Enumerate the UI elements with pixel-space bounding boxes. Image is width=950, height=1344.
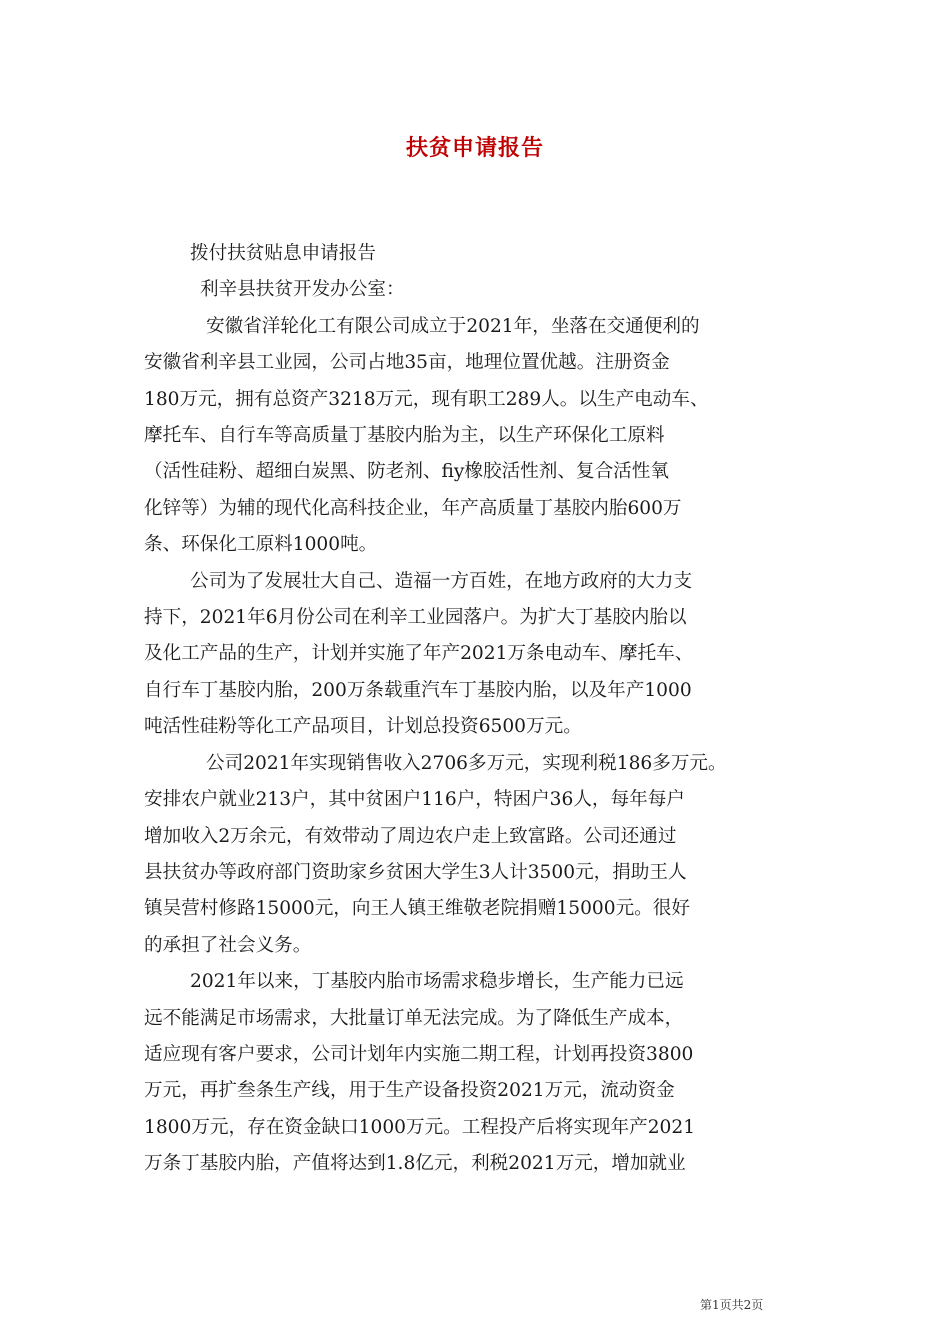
text-line: 2021年以来，丁基胶内胎市场需求稳步增长，生产能力已远: [190, 971, 684, 993]
greeting-line: 利辛县扶贫开发办公室：: [200, 279, 405, 301]
text-line: 安徽省利辛县工业园，公司占地35亩，地理位置优越。注册资金: [144, 352, 670, 374]
paragraph-2: [144, 564, 814, 746]
text-line: 增加收入2万余元，有效带动了周边农户走上致富路。公司还通过: [144, 825, 677, 847]
text-line: 1800万元，存在资金缺口1000万元。工程投产后将实现年产2021: [144, 1116, 696, 1138]
paragraph-3: [144, 746, 814, 964]
text-line: 持下，2021年6月份公司在利辛工业园落户。为扩大丁基胶内胎以: [144, 607, 687, 629]
text-line: 安徽省洋轮化工有限公司成立于2021年，坐落在交通便利的: [206, 315, 700, 337]
paragraph-4: [144, 964, 814, 1182]
text-line: 公司2021年实现销售收入2706多万元，实现利税186多万元。: [206, 752, 727, 774]
text-line: 化锌等）为辅的现代化高科技企业，年产高质量丁基胶内胎600万: [144, 497, 682, 519]
paragraph-1: [144, 309, 814, 564]
text-line: （活性硅粉、超细白炭黑、防老剂、fiy橡胶活性剂、复合活性氧: [144, 461, 669, 483]
text-line: 镇吴营村修路15000元，向王人镇王维敬老院捐赠15000元。很好: [144, 898, 690, 920]
subtitle-line: 拨付扶贫贴息申请报告: [190, 243, 376, 264]
text-line: 万条丁基胶内胎，产值将达到1.8亿元，利税2021万元，增加就业: [144, 1153, 686, 1175]
text-line: 安排农户就业213户，其中贫困户116户，特困户36人，每年每户: [144, 789, 685, 811]
text-line: 吨活性硅粉等化工产品项目，计划总投资6500万元。: [144, 716, 582, 738]
text-line: 条、环保化工原料1000吨。: [144, 534, 378, 556]
text-line: 自行车丁基胶内胎，200万条载重汽车丁基胶内胎，以及年产1000: [144, 679, 692, 701]
text-line: 万元，再扩叁条生产线，用于生产设备投资2021万元，流动资金: [144, 1080, 675, 1102]
text-line: 及化工产品的生产，计划并实施了年产2021万条电动车、摩托车、: [144, 643, 694, 665]
text-line: 公司为了发展壮大自己、造福一方百姓，在地方政府的大力支: [190, 570, 693, 592]
document-body: [144, 236, 814, 1183]
text-line: 远不能满足市场需求，大批量订单无法完成。为了降低生产成本，: [144, 1007, 684, 1029]
page-number: 第1页共2页: [700, 1298, 764, 1312]
text-line: 180万元，拥有总资产3218万元，现有职工289人。以生产电动车、: [144, 388, 709, 410]
text-line: 县扶贫办等政府部门资助家乡贫困大学生3人计3500元，捐助王人: [144, 861, 687, 883]
text-line: 的承担了社会义务。: [144, 934, 312, 956]
document-title: 扶贫申请报告: [405, 136, 544, 161]
text-line: 摩托车、自行车等高质量丁基胶内胎为主，以生产环保化工原料: [144, 425, 665, 447]
text-line: 适应现有客户要求，公司计划年内实施二期工程，计划再投资3800: [144, 1043, 694, 1065]
